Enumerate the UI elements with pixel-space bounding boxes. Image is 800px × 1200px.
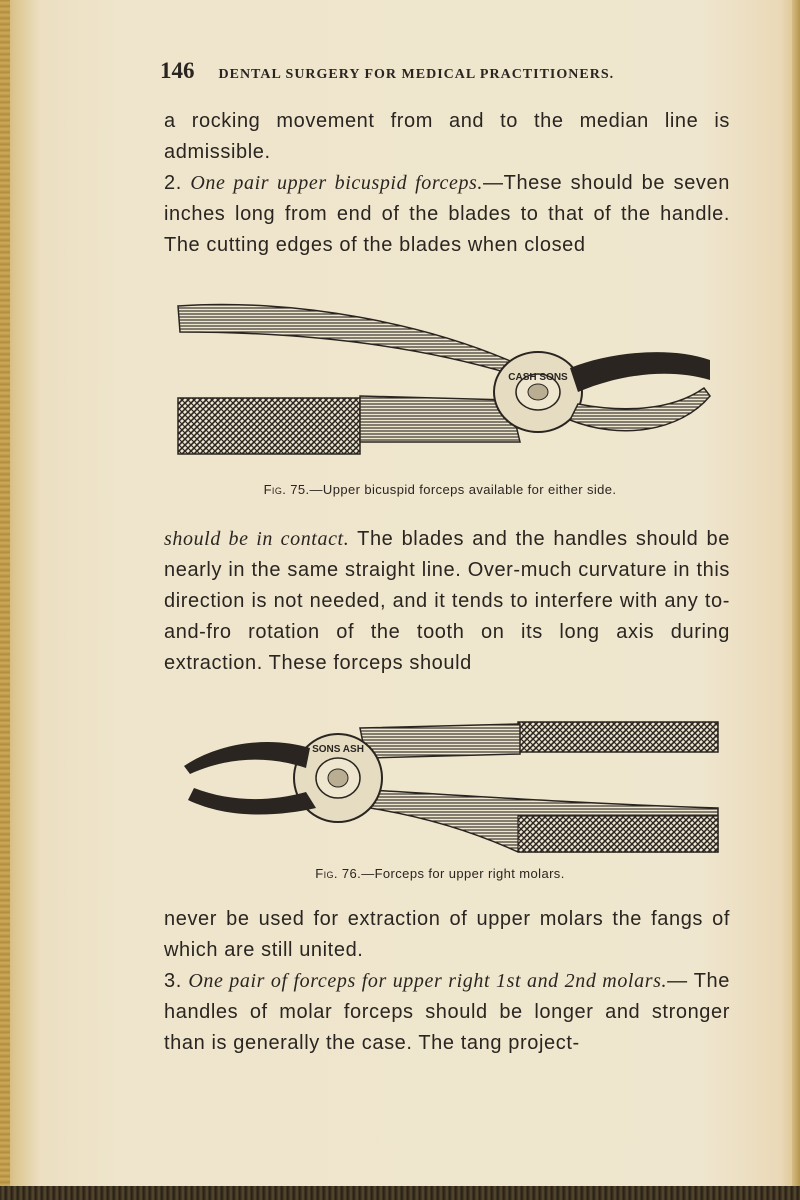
figure-75-caption-text: —Upper bicuspid forceps available for either side.	[309, 482, 617, 497]
paragraph-5-text: — The handles of molar forceps should be longer and stronger than is generally the case. The tang project-	[164, 970, 730, 1054]
item-heading-molar-forceps: One pair of forceps for upper right 1st and 2nd molars.	[188, 970, 668, 992]
figure-76-forceps-illustration	[170, 712, 730, 860]
item-number-3: 3.	[164, 970, 182, 992]
figure-75-label: Fig. 75.	[263, 482, 310, 497]
figure-76-caption-text: —Forceps for upper right molars.	[361, 866, 565, 881]
paragraph-1-text: a rocking movement from and to the median line is admissible.	[164, 110, 730, 163]
figure-76-caption	[160, 866, 720, 881]
item-heading-bicuspid-forceps: One pair upper bicuspid forceps.	[190, 172, 484, 194]
page-number: 146	[160, 58, 195, 83]
page-edge-right	[792, 0, 800, 1200]
paragraph-4-text: never be used for extraction of upper molars the fangs of which are still united.	[164, 908, 730, 961]
figure-75-caption	[160, 482, 720, 497]
paragraph-3	[164, 524, 730, 679]
figure-75-maker-stamp: CASH SONS	[508, 372, 568, 383]
paragraph-5	[164, 966, 730, 1059]
running-head-title: DENTAL SURGERY FOR MEDICAL PRACTITIONERS.	[218, 67, 615, 82]
page-edge-bottom	[0, 1186, 800, 1200]
paragraph-1	[164, 106, 730, 168]
figure-76-maker-stamp: SONS ASH	[312, 744, 364, 755]
paragraph-4	[164, 904, 730, 966]
item-number-2: 2.	[164, 172, 182, 194]
paragraph-2-text: —These should be seven inches long from end of the blades to that of the handle. The cutting edges of the blades when closed	[164, 172, 730, 256]
paragraph-3-text: The blades and the handles should be nearly in the same straight line. Over-much curvature in this direction is not needed, and it tends to interfere with any to-and-fro rotation of the tooth on its long axis during extraction. These forceps should	[164, 528, 731, 674]
figure-76-label: Fig. 76.	[315, 866, 362, 881]
running-header	[160, 58, 720, 88]
item-heading-contact: should be in contact.	[164, 528, 350, 550]
figure-75-forceps-illustration	[170, 292, 730, 470]
paragraph-2	[164, 168, 730, 261]
binding-edge	[0, 0, 10, 1200]
